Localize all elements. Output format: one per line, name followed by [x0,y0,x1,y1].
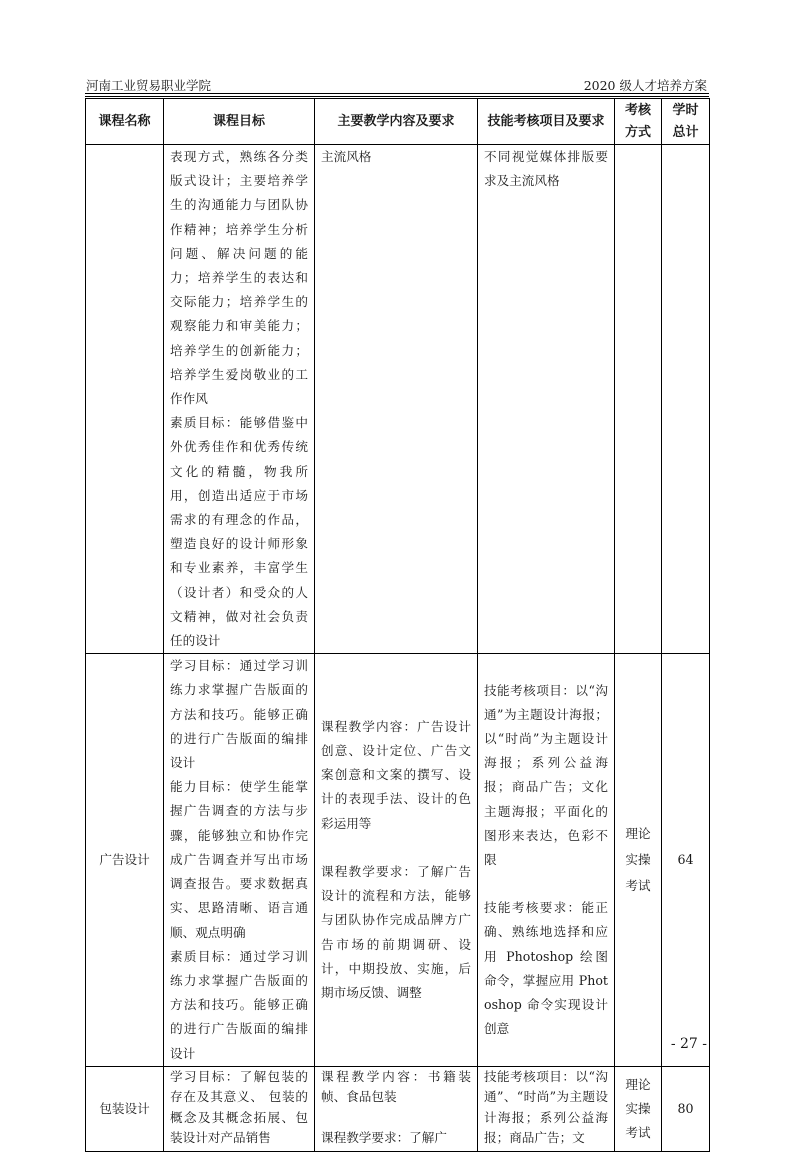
column-header-content: 主要教学内容及要求 [315,99,478,145]
assessment-cell [615,654,662,1066]
content-cell [315,1066,478,1151]
table-row [86,145,710,654]
objectives-text: 表现方式，熟练各分类版式设计；主要培养学生的沟通能力与团队协作精神；培养学生分析问题、解决问题的能力；培养学生的表达和交际能力；培养学生的观察能力和审美能力；培养学生的创新能力；培养学生爱岗敬业的工作作风 素质目标：能够借鉴中外优秀佳作和优秀传统文化的精髓，物我所用，创造出适应于市场需求的有理念的作品，塑造良好的设计师形象和专业素养，丰富学生（设计者）和受众的人文精神，做对社会负责任的设计 [170,149,308,649]
content-text-part1: 课程教学内容：书籍装帧、食品包装 [321,1068,471,1105]
skills-text: 不同视觉媒体排版要求及主流风格 [484,149,608,189]
content-cell [315,145,478,654]
content-cell [315,654,478,1066]
skills-cell [478,654,615,1066]
course-name-cell: 广告设计 [86,654,164,1066]
hours-cell [662,145,710,654]
objectives-text: 学习目标：通过学习训练力求掌握广告版面的方法和技巧。能够正确的进行广告版面的编排设计 能力目标：使学生能掌握广告调查的方法与步骤，能够独立和协作完成广告调查并写出市场调查报告。要求数据真实、思路清晰、语言通顺、观点明确 素质目标：通过学习训练力求掌握广告版面的方法和技巧。能够正确的进行广告版面的编排设计 [170,658,308,1061]
objectives-cell [164,654,315,1066]
header-rule-thin [85,96,709,97]
objectives-cell [164,1066,315,1151]
course-name-cell [86,145,164,654]
column-header-hours: 学时 总计 [662,99,710,145]
course-name-cell: 包装设计 [86,1066,164,1151]
assessment-text: 理论 实操 考试 [625,825,651,893]
header-document-title: 2020 级人才培养方案 [583,78,707,93]
assessment-cell [615,145,662,654]
assessment-cell [615,1066,662,1151]
header-rule [85,93,709,94]
content-text-part1: 课程教学内容：广告设计创意、设计定位、广告文案创意和文案的撰写、设计的表现手法、设计的色彩运用等 [321,718,471,831]
skills-text-part1: 技能考核项目：以“沟通”为主题设计海报；以“时尚”为主题设计海报；系列公益海报；商品广告；文化主题海报；平面化的图形来表达，色彩不限 [484,682,608,867]
table-header-row [86,99,710,145]
content-text-part2: 课程教学要求：了解广 [321,1129,447,1145]
header-institution: 河南工业贸易职业学院 [86,78,212,93]
column-header-skills: 技能考核项目及要求 [478,99,615,145]
curriculum-table [85,98,710,1152]
column-header-assessment: 考核 方式 [615,99,662,145]
skills-text-part2: 技能考核要求：能正确、熟练地选择和应用 Photoshop 绘图命令，掌握应用 Photoshop 命令实现设计创意 [484,900,608,1037]
assessment-text: 理论 实操 考试 [625,1076,651,1140]
objectives-cell [164,145,315,654]
content-text: 主流风格 [321,149,372,164]
table-row [86,654,710,1066]
page-number: - 27 - [670,1036,707,1052]
skills-text: 技能考核项目：以“沟通”、“时尚”为主题设计海报；系列公益海报；商品广告；文 [484,1068,608,1146]
column-header-course-name: 课程名称 [86,99,164,145]
skills-cell [478,1066,615,1151]
skills-cell [478,145,615,654]
table-row [86,1066,710,1151]
hours-cell: 80 [662,1066,710,1151]
objectives-text: 学习目标：了解包装的存在及其意义、 包装的概念及其概念拓展、包装设计对产品销售 [170,1068,308,1146]
column-header-objectives: 课程目标 [164,99,315,145]
hours-cell: 64 [662,654,710,1066]
content-text-part2: 课程教学要求：了解广告设计的流程和方法，能够与团队协作完成品牌方广告市场的前期调研、设计，中期投放、实施，后期市场反馈、调整 [321,863,471,1000]
